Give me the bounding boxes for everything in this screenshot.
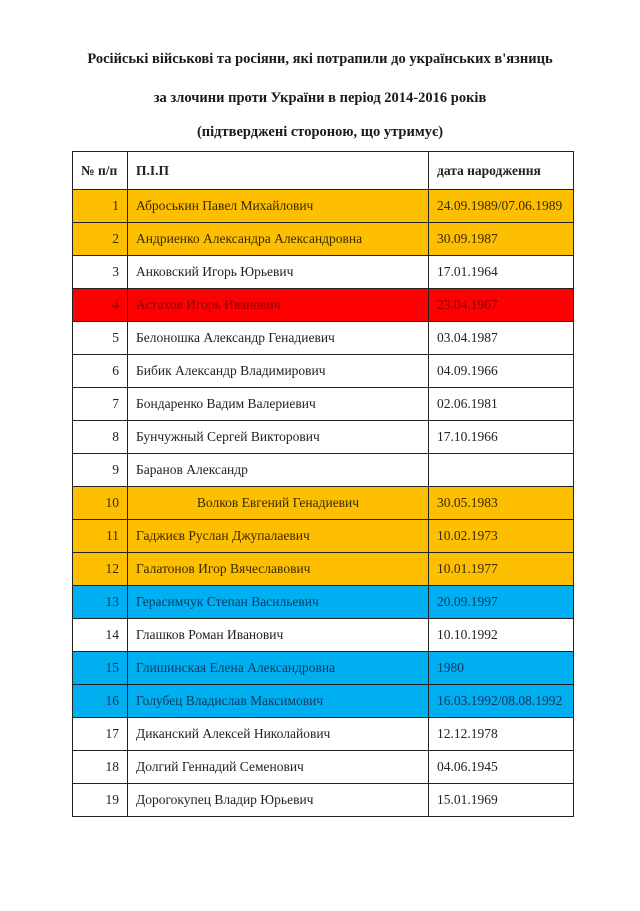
row-number: 5 (73, 322, 128, 355)
row-birth-date: 24.09.1989/07.06.1989 (429, 190, 574, 223)
row-name: Бондаренко Вадим Валериевич (128, 388, 429, 421)
row-name: Диканский Алексей Николайович (128, 718, 429, 751)
row-birth-date: 30.09.1987 (429, 223, 574, 256)
table-row (73, 619, 574, 652)
row-name: Астахов Игорь Иванович (128, 289, 429, 322)
row-number: 3 (73, 256, 128, 289)
row-name: Волков Евгений Генадиевич (128, 487, 429, 520)
row-number: 12 (73, 553, 128, 586)
row-name: Дорогокупец Владир Юрьевич (128, 784, 429, 817)
row-number: 1 (73, 190, 128, 223)
row-name: Андриенко Александра Александровна (128, 223, 429, 256)
table-row (73, 190, 574, 223)
row-name: Герасимчук Степан Васильевич (128, 586, 429, 619)
row-birth-date: 16.03.1992/08.08.1992 (429, 685, 574, 718)
table-row (73, 454, 574, 487)
row-number: 11 (73, 520, 128, 553)
row-birth-date: 03.04.1987 (429, 322, 574, 355)
table-row (73, 520, 574, 553)
row-name: Аброськин Павел Михайлович (128, 190, 429, 223)
table-row (73, 553, 574, 586)
row-number: 7 (73, 388, 128, 421)
row-birth-date: 1980 (429, 652, 574, 685)
row-number: 19 (73, 784, 128, 817)
table-row (73, 487, 574, 520)
header-name: П.І.П (128, 152, 429, 190)
document-title-line-1: Російські військові та росіяни, які потрапили до українських в'язниць (87, 51, 553, 67)
row-name: Галатонов Игор Вячеславович (128, 553, 429, 586)
document-title-line-3: (підтверджені стороною, що утримує) (196, 124, 444, 140)
table-row (73, 355, 574, 388)
row-number: 10 (73, 487, 128, 520)
table-row (73, 586, 574, 619)
table-row (73, 784, 574, 817)
row-number: 14 (73, 619, 128, 652)
row-number: 2 (73, 223, 128, 256)
row-birth-date: 10.01.1977 (429, 553, 574, 586)
row-number: 13 (73, 586, 128, 619)
row-birth-date: 10.10.1992 (429, 619, 574, 652)
row-birth-date: 17.10.1966 (429, 421, 574, 454)
row-name: Анковский Игорь Юрьевич (128, 256, 429, 289)
table-row (73, 751, 574, 784)
row-name: Бунчужный Сергей Викторович (128, 421, 429, 454)
row-name: Бибик Александр Владимирович (128, 355, 429, 388)
row-number: 16 (73, 685, 128, 718)
row-number: 17 (73, 718, 128, 751)
table-row (73, 652, 574, 685)
row-name: Гаджиєв Руслан Джупалаевич (128, 520, 429, 553)
row-number: 15 (73, 652, 128, 685)
row-birth-date: 02.06.1981 (429, 388, 574, 421)
row-name: Глишинская Елена Александровна (128, 652, 429, 685)
row-number: 4 (73, 289, 128, 322)
header-number: № п/п (73, 152, 128, 190)
row-birth-date: 15.01.1969 (429, 784, 574, 817)
row-birth-date: 04.09.1966 (429, 355, 574, 388)
table-row (73, 685, 574, 718)
row-birth-date (429, 454, 574, 487)
row-birth-date: 30.05.1983 (429, 487, 574, 520)
row-birth-date: 17.01.1964 (429, 256, 574, 289)
row-birth-date: 23.04.1967 (429, 289, 574, 322)
prisoners-table (72, 151, 574, 817)
row-name: Баранов Александр (128, 454, 429, 487)
row-birth-date: 12.12.1978 (429, 718, 574, 751)
table-row (73, 223, 574, 256)
table-row (73, 421, 574, 454)
document-title-line-2: за злочини проти України в період 2014-2016 років (153, 90, 487, 106)
row-name: Долгий Геннадий Семенович (128, 751, 429, 784)
row-name: Глашков Роман Иванович (128, 619, 429, 652)
table-header-row (73, 152, 574, 190)
row-birth-date: 04.06.1945 (429, 751, 574, 784)
row-birth-date: 10.02.1973 (429, 520, 574, 553)
table-row (73, 322, 574, 355)
header-birth-date: дата народження (429, 152, 574, 190)
table-row (73, 388, 574, 421)
row-name: Белоношка Александр Генадиевич (128, 322, 429, 355)
row-name: Голубец Владислав Максимович (128, 685, 429, 718)
row-number: 9 (73, 454, 128, 487)
row-number: 18 (73, 751, 128, 784)
row-birth-date: 20.09.1997 (429, 586, 574, 619)
row-number: 6 (73, 355, 128, 388)
table-row (73, 256, 574, 289)
table-row (73, 718, 574, 751)
table-row (73, 289, 574, 322)
row-number: 8 (73, 421, 128, 454)
